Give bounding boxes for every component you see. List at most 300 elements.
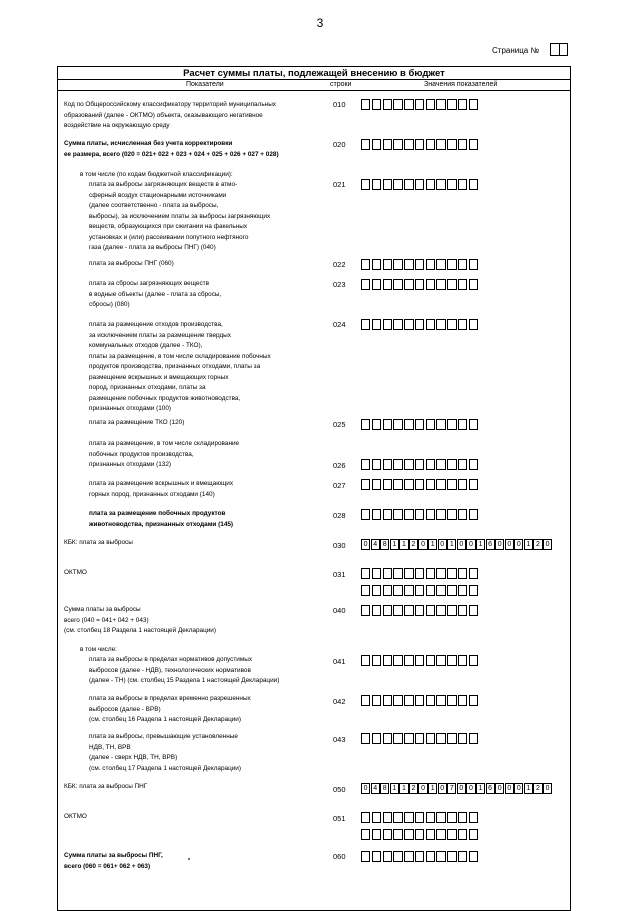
char-cell[interactable]: 4: [371, 539, 380, 550]
char-cell[interactable]: [426, 459, 435, 470]
char-cell[interactable]: [426, 695, 435, 706]
char-cell[interactable]: 0: [438, 783, 447, 794]
char-cell[interactable]: 1: [390, 783, 399, 794]
char-cell[interactable]: [458, 605, 467, 616]
char-cell[interactable]: [447, 179, 456, 190]
row-code-031: 031: [333, 570, 346, 579]
char-cell[interactable]: [469, 733, 478, 744]
value-cells-060[interactable]: [361, 851, 480, 862]
row-code-021: 021: [333, 180, 346, 189]
char-cell[interactable]: [436, 419, 445, 430]
char-cell[interactable]: [469, 99, 478, 110]
char-cell[interactable]: [404, 179, 413, 190]
char-cell[interactable]: 7: [447, 783, 456, 794]
char-cell[interactable]: [404, 605, 413, 616]
char-cell[interactable]: [404, 829, 413, 840]
char-cell[interactable]: [447, 605, 456, 616]
value-cells-025[interactable]: [361, 419, 480, 430]
char-cell[interactable]: [415, 733, 424, 744]
char-cell[interactable]: [426, 419, 435, 430]
row-code-050: 050: [333, 785, 346, 794]
oktmo-cells-031-a[interactable]: [361, 568, 480, 579]
char-cell[interactable]: [436, 851, 445, 862]
breakdown-heading-2: в том числе:: [80, 646, 117, 653]
char-cell[interactable]: [415, 568, 424, 579]
row-label-040: Сумма платы за выбросы всего (040 = 041+ 042 + 043) (см. столбец 18 Раздела 1 настоящей Декларации): [64, 606, 217, 634]
char-cell[interactable]: [469, 655, 478, 666]
char-cell[interactable]: 0: [505, 539, 514, 550]
char-cell[interactable]: [361, 568, 370, 579]
char-cell[interactable]: [361, 585, 370, 596]
char-cell[interactable]: [447, 655, 456, 666]
row-code-010: 010: [333, 100, 346, 109]
char-cell[interactable]: [447, 459, 456, 470]
char-cell[interactable]: [393, 655, 402, 666]
oktmo-cells-031-b[interactable]: [361, 585, 480, 596]
char-cell[interactable]: [436, 829, 445, 840]
row-label-025: плата за размещение ТКО (120): [89, 419, 185, 426]
char-cell[interactable]: [393, 509, 402, 520]
char-cell[interactable]: 0: [418, 539, 427, 550]
char-cell[interactable]: [372, 851, 381, 862]
value-cells-020[interactable]: [361, 139, 480, 150]
char-cell[interactable]: [372, 509, 381, 520]
char-cell[interactable]: [383, 695, 392, 706]
char-cell[interactable]: [469, 319, 478, 330]
char-cell[interactable]: [415, 851, 424, 862]
char-cell[interactable]: [383, 812, 392, 823]
char-cell[interactable]: 0: [543, 783, 552, 794]
char-cell[interactable]: [383, 259, 392, 270]
char-cell[interactable]: [404, 585, 413, 596]
char-cell[interactable]: 2: [533, 539, 542, 550]
char-cell[interactable]: [469, 179, 478, 190]
char-cell[interactable]: [404, 812, 413, 823]
char-cell[interactable]: [469, 259, 478, 270]
char-cell[interactable]: 0: [466, 539, 475, 550]
row-code-023: 023: [333, 280, 346, 289]
char-cell[interactable]: 6: [486, 539, 495, 550]
char-cell[interactable]: [372, 259, 381, 270]
char-cell[interactable]: [426, 829, 435, 840]
char-cell[interactable]: 1: [399, 783, 408, 794]
char-cell[interactable]: [383, 509, 392, 520]
char-cell[interactable]: [458, 479, 467, 490]
char-cell[interactable]: [383, 279, 392, 290]
char-cell[interactable]: [361, 605, 370, 616]
char-cell[interactable]: [447, 695, 456, 706]
char-cell[interactable]: [361, 139, 370, 150]
char-cell[interactable]: [415, 605, 424, 616]
char-cell[interactable]: [372, 568, 381, 579]
char-cell[interactable]: [361, 279, 370, 290]
value-cells-041[interactable]: [361, 655, 480, 666]
char-cell[interactable]: [383, 733, 392, 744]
char-cell[interactable]: [436, 459, 445, 470]
row-code-025: 025: [333, 420, 346, 429]
char-cell[interactable]: [361, 179, 370, 190]
char-cell[interactable]: [361, 319, 370, 330]
char-cell[interactable]: [436, 479, 445, 490]
char-cell[interactable]: [436, 585, 445, 596]
char-cell[interactable]: [447, 509, 456, 520]
char-cell[interactable]: [415, 179, 424, 190]
char-cell[interactable]: [404, 419, 413, 430]
char-cell[interactable]: 8: [380, 539, 389, 550]
char-cell[interactable]: [436, 568, 445, 579]
value-cells-043[interactable]: [361, 733, 480, 744]
char-cell[interactable]: [458, 851, 467, 862]
char-cell[interactable]: [458, 259, 467, 270]
char-cell[interactable]: [458, 139, 467, 150]
char-cell[interactable]: [361, 851, 370, 862]
char-cell[interactable]: 1: [476, 539, 485, 550]
char-cell[interactable]: [436, 139, 445, 150]
char-cell[interactable]: [372, 419, 381, 430]
char-cell[interactable]: [447, 829, 456, 840]
char-cell[interactable]: [393, 459, 402, 470]
char-cell[interactable]: [447, 733, 456, 744]
char-cell[interactable]: [393, 568, 402, 579]
char-cell[interactable]: [436, 655, 445, 666]
char-cell[interactable]: 1: [428, 783, 437, 794]
row-code-041: 041: [333, 657, 346, 666]
char-cell[interactable]: [415, 479, 424, 490]
char-cell[interactable]: 1: [524, 539, 533, 550]
char-cell[interactable]: [383, 851, 392, 862]
char-cell[interactable]: [393, 695, 402, 706]
char-cell[interactable]: [469, 509, 478, 520]
char-cell[interactable]: [447, 319, 456, 330]
char-cell[interactable]: [415, 259, 424, 270]
char-cell[interactable]: [415, 319, 424, 330]
oktmo-cells-051-a[interactable]: [361, 812, 480, 823]
char-cell[interactable]: [447, 139, 456, 150]
char-cell[interactable]: 1: [399, 539, 408, 550]
char-cell[interactable]: [436, 695, 445, 706]
char-cell[interactable]: 0: [514, 783, 523, 794]
char-cell[interactable]: [415, 279, 424, 290]
char-cell[interactable]: [426, 509, 435, 520]
char-cell[interactable]: [404, 851, 413, 862]
row-code-030: 030: [333, 541, 346, 550]
char-cell[interactable]: [415, 139, 424, 150]
char-cell[interactable]: [383, 179, 392, 190]
char-cell[interactable]: [404, 655, 413, 666]
value-cells-028[interactable]: [361, 509, 480, 520]
char-cell[interactable]: [436, 509, 445, 520]
char-cell[interactable]: [393, 99, 402, 110]
char-cell[interactable]: [393, 139, 402, 150]
char-cell[interactable]: [469, 851, 478, 862]
char-cell[interactable]: [404, 99, 413, 110]
char-cell[interactable]: [469, 695, 478, 706]
char-cell[interactable]: [393, 259, 402, 270]
char-cell[interactable]: 0: [543, 539, 552, 550]
char-cell[interactable]: 2: [533, 783, 542, 794]
char-cell[interactable]: [372, 655, 381, 666]
char-cell[interactable]: [361, 479, 370, 490]
char-cell[interactable]: [458, 829, 467, 840]
char-cell[interactable]: [372, 479, 381, 490]
char-cell[interactable]: [393, 585, 402, 596]
char-cell[interactable]: [372, 585, 381, 596]
char-cell[interactable]: [361, 812, 370, 823]
char-cell[interactable]: 0: [457, 783, 466, 794]
row-label-042: плата за выбросы в пределах временно разрешенных выбросов (далее - ВРВ) (см. столбец 16 Раздела 1 настоящей Декларации): [89, 695, 251, 723]
char-cell[interactable]: [361, 99, 370, 110]
char-cell[interactable]: [426, 733, 435, 744]
char-cell[interactable]: [447, 585, 456, 596]
char-cell[interactable]: [393, 812, 402, 823]
char-cell[interactable]: 0: [438, 539, 447, 550]
char-cell[interactable]: 2: [409, 783, 418, 794]
kbk-cells-030[interactable]: [361, 539, 553, 550]
char-cell[interactable]: [447, 259, 456, 270]
char-cell[interactable]: [372, 605, 381, 616]
char-cell[interactable]: 0: [457, 539, 466, 550]
char-cell[interactable]: [426, 655, 435, 666]
char-cell[interactable]: 0: [514, 539, 523, 550]
char-cell[interactable]: 1: [428, 539, 437, 550]
char-cell[interactable]: [426, 99, 435, 110]
char-cell[interactable]: [372, 829, 381, 840]
char-cell[interactable]: [458, 733, 467, 744]
row-code-020: 020: [333, 140, 346, 149]
char-cell[interactable]: [426, 812, 435, 823]
row-code-051: 051: [333, 814, 346, 823]
char-cell[interactable]: [383, 585, 392, 596]
scan-speck: [188, 858, 190, 860]
char-cell[interactable]: [469, 139, 478, 150]
char-cell[interactable]: [393, 851, 402, 862]
char-cell[interactable]: [415, 695, 424, 706]
breakdown-heading: в том числе (по кодам бюджетной классификации):: [80, 171, 233, 178]
char-cell[interactable]: 6: [486, 783, 495, 794]
oktmo-cells-051-b[interactable]: [361, 829, 480, 840]
char-cell[interactable]: [447, 851, 456, 862]
char-cell[interactable]: [404, 695, 413, 706]
char-cell[interactable]: [404, 479, 413, 490]
char-cell[interactable]: [361, 259, 370, 270]
char-cell[interactable]: [372, 279, 381, 290]
char-cell[interactable]: [404, 733, 413, 744]
char-cell[interactable]: 8: [380, 783, 389, 794]
char-cell[interactable]: [447, 479, 456, 490]
char-cell[interactable]: [415, 812, 424, 823]
value-cells-021[interactable]: [361, 179, 480, 190]
char-cell[interactable]: 0: [418, 783, 427, 794]
divider: [57, 90, 571, 91]
char-cell[interactable]: [458, 419, 467, 430]
char-cell[interactable]: [393, 733, 402, 744]
char-cell[interactable]: [393, 319, 402, 330]
char-cell[interactable]: [436, 812, 445, 823]
column-header-indicator: Показатели: [186, 81, 224, 88]
char-cell[interactable]: [469, 829, 478, 840]
char-cell[interactable]: [372, 459, 381, 470]
char-cell[interactable]: [393, 179, 402, 190]
value-cells-023[interactable]: [361, 279, 480, 290]
char-cell[interactable]: [469, 479, 478, 490]
char-cell[interactable]: [458, 509, 467, 520]
char-cell[interactable]: [383, 829, 392, 840]
char-cell[interactable]: [415, 509, 424, 520]
char-cell[interactable]: [404, 259, 413, 270]
value-cells-022[interactable]: [361, 259, 480, 270]
char-cell[interactable]: [383, 655, 392, 666]
row-code-028: 028: [333, 511, 346, 520]
char-cell[interactable]: 1: [447, 539, 456, 550]
row-label-028: плата за размещение побочных продуктов животноводства, признанных отходами (145): [89, 510, 234, 528]
row-label-023: плата за сбросы загрязняющих веществ в водные объекты (далее - плата за сбросы, сбросы) (080): [89, 280, 222, 308]
char-cell[interactable]: 0: [495, 539, 504, 550]
char-cell[interactable]: [361, 829, 370, 840]
char-cell[interactable]: [458, 568, 467, 579]
char-cell[interactable]: [361, 655, 370, 666]
char-cell[interactable]: [361, 419, 370, 430]
char-cell[interactable]: [426, 585, 435, 596]
char-cell[interactable]: 1: [390, 539, 399, 550]
char-cell[interactable]: [426, 259, 435, 270]
char-cell[interactable]: [415, 459, 424, 470]
char-cell[interactable]: 1: [524, 783, 533, 794]
char-cell[interactable]: [383, 568, 392, 579]
char-cell[interactable]: [447, 568, 456, 579]
row-code-040: 040: [333, 606, 346, 615]
char-cell[interactable]: [469, 459, 478, 470]
char-cell[interactable]: [447, 419, 456, 430]
kbk-cells-050[interactable]: [361, 783, 553, 794]
char-cell[interactable]: [458, 459, 467, 470]
char-cell[interactable]: [415, 419, 424, 430]
char-cell[interactable]: [393, 829, 402, 840]
page-number-label: Страница №: [492, 46, 540, 55]
char-cell[interactable]: [447, 99, 456, 110]
char-cell[interactable]: [458, 585, 467, 596]
char-cell[interactable]: [469, 568, 478, 579]
char-cell[interactable]: [436, 279, 445, 290]
char-cell[interactable]: [361, 695, 370, 706]
char-cell[interactable]: [426, 479, 435, 490]
char-cell[interactable]: [383, 605, 392, 616]
char-cell[interactable]: [426, 139, 435, 150]
row-code-026: 026: [333, 461, 346, 470]
page-number-field[interactable]: [550, 43, 568, 56]
char-cell[interactable]: 4: [371, 783, 380, 794]
row-code-024: 024: [333, 320, 346, 329]
char-cell[interactable]: [469, 585, 478, 596]
char-cell[interactable]: [404, 139, 413, 150]
char-cell[interactable]: [436, 605, 445, 616]
char-cell[interactable]: [436, 319, 445, 330]
char-cell[interactable]: [436, 733, 445, 744]
char-cell[interactable]: [469, 812, 478, 823]
char-cell[interactable]: [383, 99, 392, 110]
char-cell[interactable]: 1: [476, 783, 485, 794]
char-cell[interactable]: [426, 179, 435, 190]
char-cell[interactable]: [426, 568, 435, 579]
char-cell[interactable]: [383, 319, 392, 330]
char-cell[interactable]: [404, 568, 413, 579]
char-cell[interactable]: [372, 179, 381, 190]
value-cells-024[interactable]: [361, 319, 480, 330]
row-code-022: 022: [333, 260, 346, 269]
row-label-027: плата за размещение вскрышных и вмещающих горных пород, признанных отходами (140): [89, 480, 234, 498]
char-cell[interactable]: [458, 99, 467, 110]
char-cell[interactable]: [415, 585, 424, 596]
value-cells-040[interactable]: [361, 605, 480, 616]
char-cell[interactable]: [372, 812, 381, 823]
char-cell[interactable]: [447, 279, 456, 290]
char-cell[interactable]: 0: [361, 539, 370, 550]
char-cell[interactable]: 0: [495, 783, 504, 794]
value-cells-010[interactable]: [361, 99, 480, 110]
char-cell[interactable]: [372, 99, 381, 110]
char-cell[interactable]: [469, 605, 478, 616]
char-cell[interactable]: 0: [361, 783, 370, 794]
value-cells-042[interactable]: [361, 695, 480, 706]
char-cell[interactable]: [458, 279, 467, 290]
char-cell[interactable]: [393, 605, 402, 616]
char-cell[interactable]: [383, 459, 392, 470]
char-cell[interactable]: [436, 99, 445, 110]
char-cell[interactable]: [426, 279, 435, 290]
char-cell[interactable]: [404, 509, 413, 520]
char-cell[interactable]: [404, 319, 413, 330]
char-cell[interactable]: [415, 829, 424, 840]
char-cell[interactable]: [436, 179, 445, 190]
char-cell[interactable]: 0: [505, 783, 514, 794]
char-cell[interactable]: [426, 605, 435, 616]
char-cell[interactable]: [458, 812, 467, 823]
char-cell[interactable]: 0: [466, 783, 475, 794]
char-cell[interactable]: [436, 259, 445, 270]
char-cell[interactable]: [426, 319, 435, 330]
char-cell[interactable]: [404, 459, 413, 470]
char-cell[interactable]: [447, 812, 456, 823]
char-cell[interactable]: [404, 279, 413, 290]
char-cell[interactable]: [426, 851, 435, 862]
char-cell[interactable]: [415, 655, 424, 666]
char-cell[interactable]: [393, 279, 402, 290]
char-cell[interactable]: [361, 733, 370, 744]
char-cell[interactable]: [383, 419, 392, 430]
char-cell[interactable]: [415, 99, 424, 110]
char-cell[interactable]: [372, 139, 381, 150]
char-cell[interactable]: [361, 459, 370, 470]
value-cells-026[interactable]: [361, 459, 480, 470]
char-cell[interactable]: [458, 179, 467, 190]
char-cell[interactable]: [393, 479, 402, 490]
char-cell[interactable]: [372, 733, 381, 744]
row-label-050: КБК: плата за выбросы ПНГ: [64, 783, 148, 790]
char-cell[interactable]: [372, 319, 381, 330]
char-cell[interactable]: 2: [409, 539, 418, 550]
char-cell[interactable]: [361, 509, 370, 520]
char-cell[interactable]: [383, 139, 392, 150]
char-cell[interactable]: [383, 479, 392, 490]
char-cell[interactable]: [372, 695, 381, 706]
value-cells-027[interactable]: [361, 479, 480, 490]
char-cell[interactable]: [458, 655, 467, 666]
char-cell[interactable]: [393, 419, 402, 430]
char-cell[interactable]: [469, 419, 478, 430]
char-cell[interactable]: [458, 319, 467, 330]
char-cell[interactable]: [458, 695, 467, 706]
column-header-values: Значения показателей: [424, 81, 498, 88]
char-cell[interactable]: [469, 279, 478, 290]
